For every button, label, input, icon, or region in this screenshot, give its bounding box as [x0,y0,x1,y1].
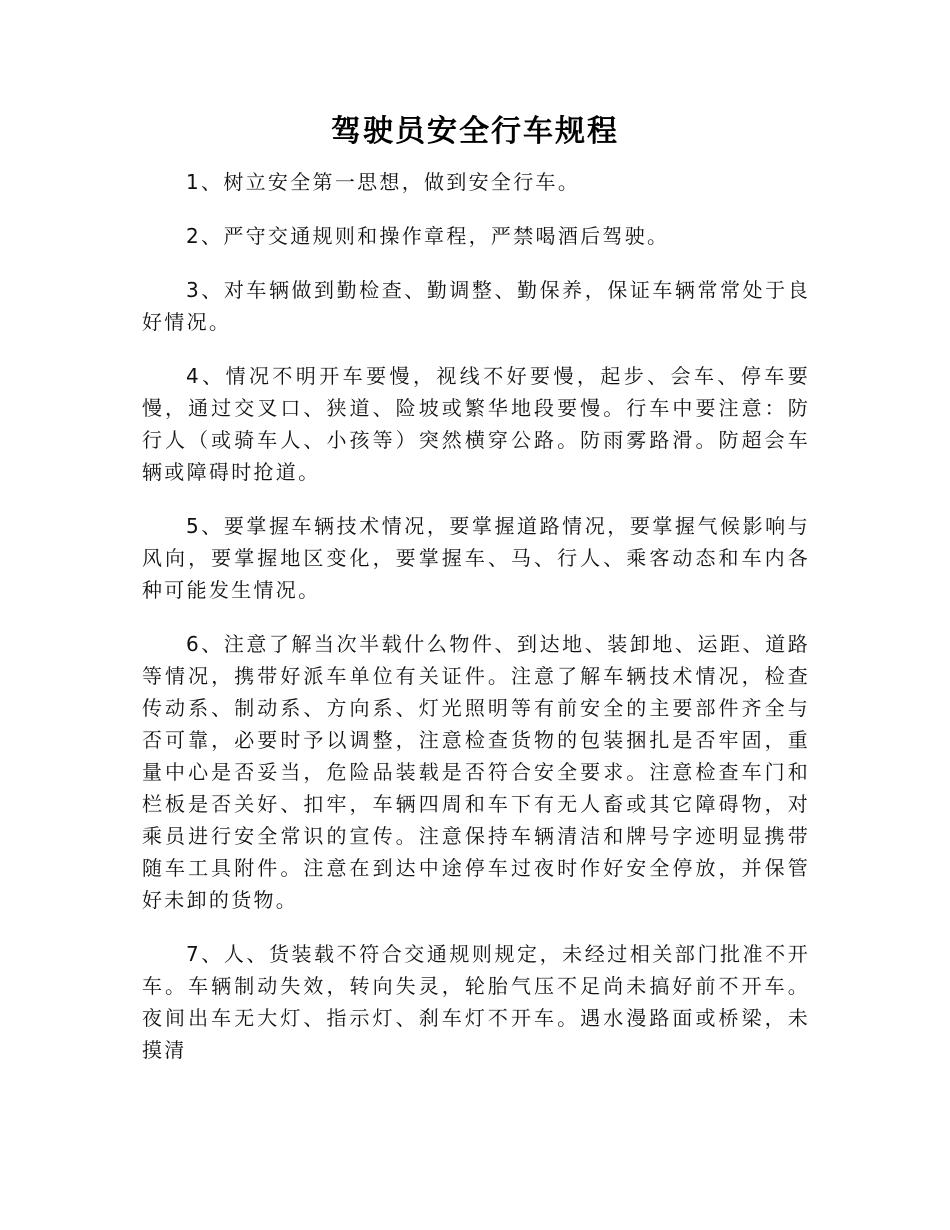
document-title: 驾驶员安全行车规程 [331,114,619,149]
paragraph-2: 2、严守交通规则和操作章程，严禁喝酒后驾驶。 [186,224,670,248]
paragraph-1: 1、树立安全第一思想，做到安全行车。 [186,170,581,194]
paragraph-5: 5、要掌握车辆技术情况，要掌握道路情况，要掌握气候影响与风向，要掌握地区变化，要掌握车、马、行人、乘客动态和车内各种可能发生情况。 [142,514,810,602]
paragraph-6: 6、注意了解当次半载什么物件、到达地、装卸地、运距、道路等情况，携带好派车单位有关证件。注意了解车辆技术情况，检查传动系、制动系、方向系、灯光照明等有前安全的主要部件齐全与否可靠，必要时予以调整，注意检查货物的包装捆扎是否牢固，重量中心是否妥当，危险品装载是否符合安全要求。注意检查车门和栏板是否关好、扣牢，车辆四周和车下有无人畜或其它障碍物，对乘员进行安全常识的宣传。注意保持车辆清洁和牌号字迹明显携带随车工具附件。注意在到达中途停车过夜时作好安全停放，并保管好未卸的货物。 [142,632,810,912]
document-body [142,166,810,1088]
paragraph-7: 7、人、货装载不符合交通规则规定，未经过相关部门批准不开车。车辆制动失效，转向失灵，轮胎气压不足尚未搞好前不开车。夜间出车无大灯、指示灯、刹车灯不开车。遇水漫路面或桥梁，未摸清 [142,942,810,1062]
paragraph-3: 3、对车辆做到勤检查、勤调整、勤保养，保证车辆常常处于良好情况。 [142,278,810,334]
paragraph-4: 4、情况不明开车要慢，视线不好要慢，起步、会车、停车要慢，通过交叉口、狭道、险坡或繁华地段要慢。行车中要注意：防行人（或骑车人、小孩等）突然横穿公路。防雨雾路滑。防超会车辆或障碍时抢道。 [142,364,810,484]
